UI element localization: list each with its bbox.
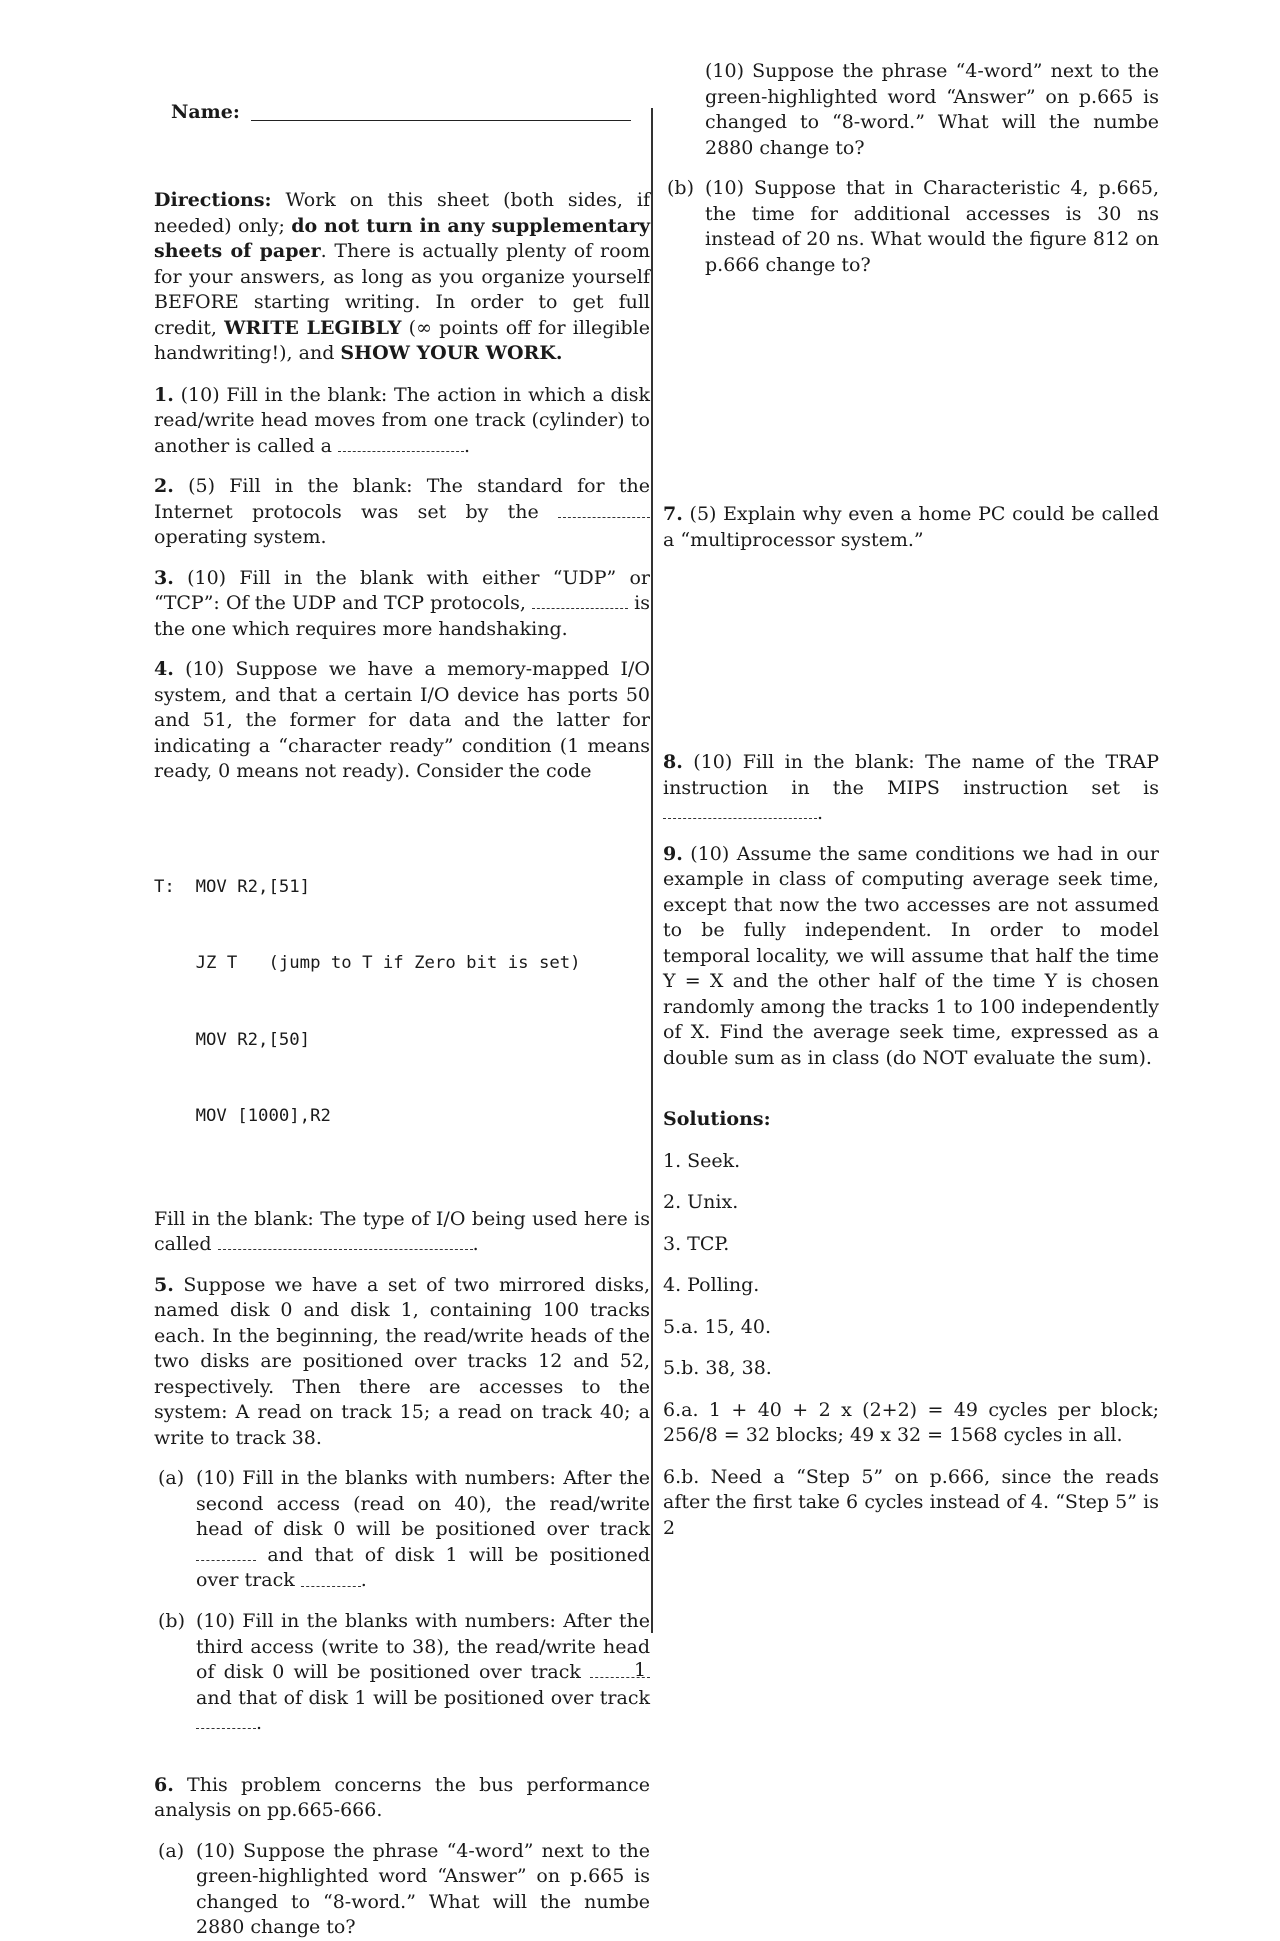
code-block	[154, 824, 650, 1181]
code-line: MOV [1000],R2	[154, 1106, 331, 1127]
solution-item: 6.a. 1 + 40 + 2 x (2+2) = 49 cycles per block; 256/8 = 32 blocks; 49 x 32 = 1568 cycles in all.	[663, 1398, 1159, 1447]
question-9: 9. (10) Assume the same conditions we had in our example in class of computing average seek time, except that now the two accesses are not assumed to be fully independent. In order to model temporal locality, we will assume that half the time Y = X and the other half of the time Y is chosen randomly among the tracks 1 to 100 independently of X. Find the average seek time, expressed as a double sum as in class (do NOT evaluate the sum).	[663, 842, 1159, 1069]
answer-blank[interactable]	[338, 434, 464, 452]
solution-item: 3. TCP.	[663, 1232, 730, 1255]
question-4: 4. (10) Suppose we have a memory-mapped I/O system, and that a certain I/O device has ports 50 and 51, the former for data and the latter for indicating a “character ready” condition (1 means ready, 0 means not ready). Consider the code	[154, 658, 650, 783]
question-6a-overflow: (10) Suppose the phrase “4-word” next to the green-highlighted word “Answer” on p.665 is changed to “8-word.” What will the numbe 2880 change to?	[705, 60, 1159, 159]
question-3: 3. (10) Fill in the blank with either “UDP” or “TCP”: Of the UDP and TCP protocols, is the one which requires more handshaking.	[154, 566, 650, 640]
name-row	[154, 100, 650, 140]
answer-blank[interactable]	[218, 1232, 473, 1250]
page-number: 1	[633, 1659, 647, 1681]
answer-blank[interactable]	[663, 801, 817, 819]
answer-blank[interactable]	[558, 500, 650, 518]
solutions-list	[663, 1149, 1159, 1539]
right-column	[663, 60, 1159, 1539]
question-5b: (b) (10) Fill in the blanks with numbers: After the third access (write to 38), the read/write head of disk 0 will be positioned over track and that of disk 1 will be positioned over track .	[158, 1610, 650, 1735]
column-divider	[651, 108, 653, 1633]
code-line: JZ T (jump to T if Zero bit is set)	[154, 953, 581, 974]
question-5a: (a) (10) Fill in the blanks with numbers: After the second access (read on 40), the read/write head of disk 0 will be positioned over track and that of disk 1 will be positioned over track .	[158, 1467, 650, 1592]
question-6: 6. This problem concerns the bus performance analysis on pp.665-666.	[154, 1773, 650, 1822]
question-2: 2. (5) Fill in the blank: The standard for the Internet protocols was set by the operating system.	[154, 475, 650, 549]
code-line: T: MOV R2,[51]	[154, 876, 311, 897]
solutions-title: Solutions:	[663, 1108, 771, 1131]
question-5: 5. Suppose we have a set of two mirrored disks, named disk 0 and disk 1, containing 100 tracks each. In the beginning, the read/write heads of the two disks are positioned over tracks 12 and 52, respectively. Then there are accesses to the system: A read on track 15; a read on track 40; a write to track 38.	[154, 1273, 650, 1449]
question-6a: (a) (10) Suppose the phrase “4-word” next to the green-highlighted word “Answer” on p.665 is changed to “8-word.” What will the numbe 2880 change to?	[158, 1839, 650, 1939]
question-4-blank: Fill in the blank: The type of I/O being used here is called .	[154, 1207, 650, 1256]
answer-blank[interactable]	[196, 1711, 256, 1729]
name-line[interactable]	[251, 120, 631, 121]
solution-item: 2. Unix.	[663, 1191, 739, 1214]
solution-item: 4. Polling.	[663, 1274, 760, 1297]
solution-item: 5.b. 38, 38.	[663, 1357, 772, 1380]
code-line: MOV R2,[50]	[154, 1029, 311, 1050]
answer-blank[interactable]	[532, 591, 628, 609]
solution-item: 6.b. Need a “Step 5” on p.666, since the reads after the first take 6 cycles instead of 4. “Step 5” is 2	[663, 1465, 1159, 1539]
question-6a-continued	[663, 60, 1159, 161]
left-column	[154, 100, 650, 1939]
question-1: 1. (10) Fill in the blank: The action in which a disk read/write head moves from one track (cylinder) to another is called a .	[154, 383, 650, 457]
question-7: 7. (5) Explain why even a home PC could be called a “multiprocessor system.”	[663, 503, 1159, 551]
directions: Directions: Work on this sheet (both sides, if needed) only; do not turn in any supplementary sheets of paper. There is actually plenty of room for your answers, as long as you organize yourself BEFORE starting writing. In order to get full credit, WRITE LEGIBLY (∞ points off for illegible handwriting!), and SHOW YOUR WORK.	[154, 189, 650, 364]
question-6b: (b) (10) Suppose that in Characteristic 4, p.665, the time for additional accesses is 30 ns instead of 20 ns. What would the figure 812 on p.666 change to?	[667, 177, 1159, 276]
directions-label: Directions:	[154, 189, 272, 211]
answer-blank[interactable]	[196, 1543, 256, 1561]
solution-item: 1. Seek.	[663, 1149, 741, 1172]
question-8: 8. (10) Fill in the blank: The name of the TRAP instruction in the MIPS instruction set is .	[663, 751, 1159, 825]
answer-blank[interactable]	[301, 1568, 361, 1586]
solution-item: 5.a. 15, 40.	[663, 1315, 772, 1338]
name-label: Name:	[171, 101, 240, 123]
